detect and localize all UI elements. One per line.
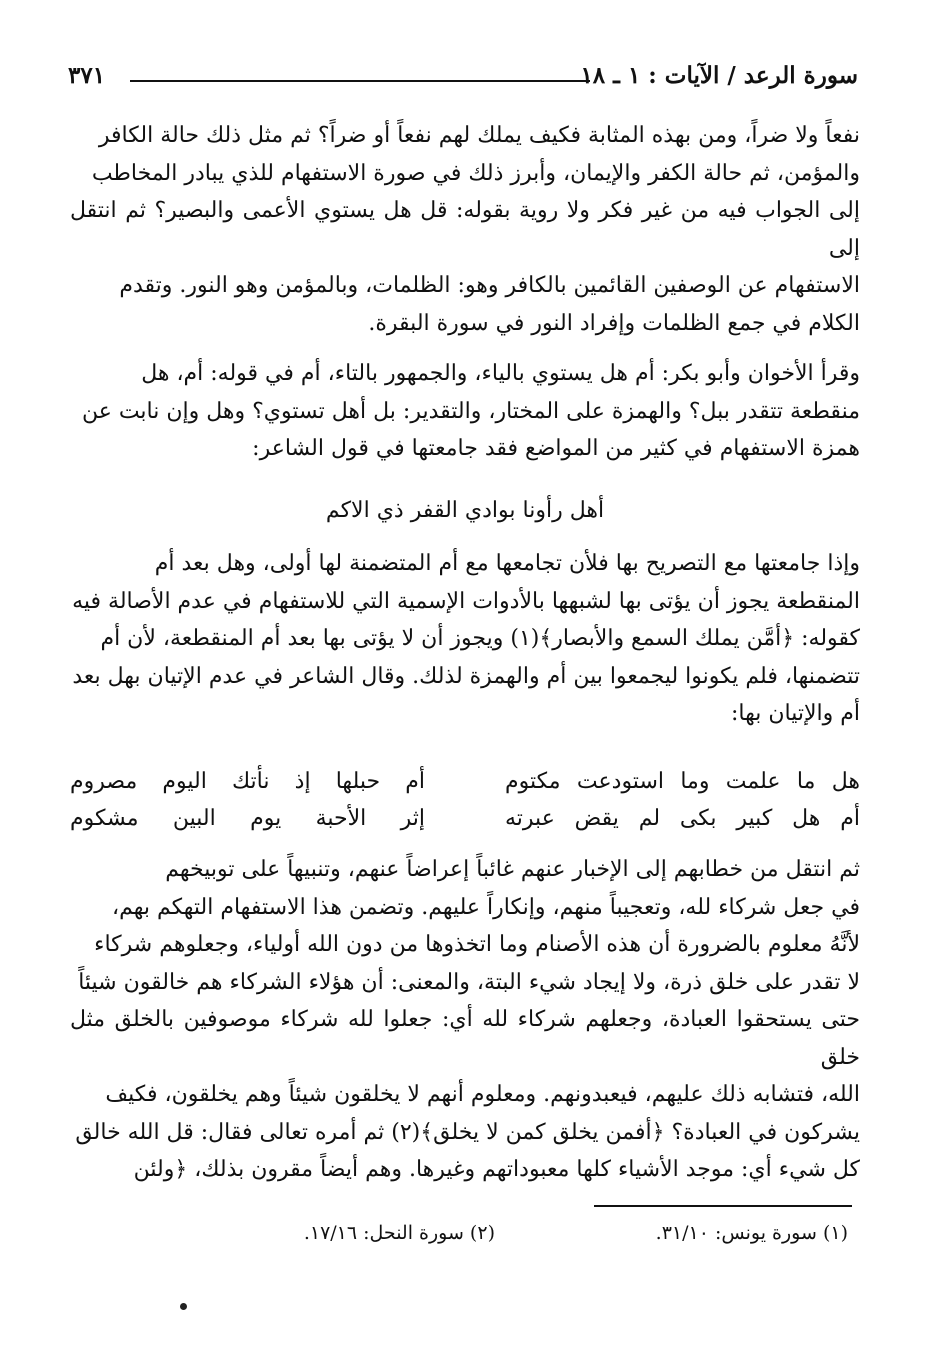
text-line: همزة الاستفهام في كثير من المواضع فقد جامعتها في قول الشاعر: — [252, 436, 860, 461]
footnote-2: (٢) سورة النحل: ١٧/١٦. — [303, 1222, 495, 1244]
verse-second-hemistich: أم حبلها إذ نأتك اليوم مصروم — [70, 769, 425, 794]
paragraph-2 — [70, 355, 860, 468]
ink-speck — [180, 1303, 187, 1310]
text-line: لا تقدر على خلق ذرة، ولا إيجاد شيء البتة، والمعنى: أن هؤلاء الشركاء هم خالقون شيئاً — [78, 969, 860, 995]
verse-second-hemistich: إثر الأحبة يوم البين مشكوم — [70, 806, 425, 831]
text-line: حتى يستحقوا العبادة، وجعلهم شركاء لله أي: جعلوا لله شركاء موصوفين بالخلق مثل خلق — [70, 1007, 860, 1070]
text-line: إلى الجواب فيه من غير فكر ولا روية بقوله: قل هل يستوي الأعمى والبصير؟ ثم انتقل إلى — [70, 198, 860, 261]
text-line: أم والإتيان بها: — [730, 701, 860, 726]
paragraph-3 — [70, 545, 860, 733]
text-line: وقرأ الأخوان وأبو بكر: أم هل يستوي بالياء، والجمهور بالتاء، أم في قوله: أم، هل — [141, 361, 860, 386]
text-line: الكلام في جمع الظلمات وإفراد النور في سورة البقرة. — [368, 310, 860, 336]
verse-line: أهل رأونا بوادي القفر ذي الاكم — [325, 498, 605, 523]
text-line: منقطعة تتقدر ببل؟ والهمزة على المختار، والتقدير: بل أهل تستوي؟ وهل وإن نابت عن — [81, 398, 860, 424]
verse-first-hemistich: أم هل كبير بكى لم يقض عبرته — [505, 806, 860, 831]
header-rule — [130, 80, 590, 82]
footnote-1: (١) سورة يونس: ٣١/١٠. — [655, 1222, 848, 1244]
verse-first-hemistich: هل ما علمت وما استودعت مكتوم — [505, 769, 860, 794]
text-line: كل شيء أي: موجد الأشياء كلها معبوداتهم وغيرها. وهم أيضاً مقرون بذلك، ﴿ولئن — [133, 1157, 860, 1182]
running-title: سورة الرعد / الآيات : ١ ـ ١٨ — [580, 62, 858, 89]
text-line: والمؤمن، ثم حالة الكفر والإيمان، وأبرز ذلك في صورة الاستفهام للذي يبادر المخاطب — [91, 160, 860, 186]
text-line: تتضمنها، فلم يكونوا ليجمعوا بين أم والهمزة لذلك. وقال الشاعر في عدم الإتيان بهل بعد — [72, 663, 860, 689]
text-line: وإذا جامعتها مع التصريح بها فلأن تجامعها مع أم المتضمنة لها أولى، وهل بعد أم — [154, 551, 860, 576]
text-line: الله، فتشابه ذلك عليهم، فيعبدونهم. ومعلوم أنهم لا يخلقون شيئاً وهم يخلقون، فكيف — [105, 1082, 860, 1107]
footnote-rule — [594, 1205, 852, 1207]
poem — [70, 763, 860, 837]
paragraph-1 — [70, 117, 860, 342]
verse-single — [70, 492, 860, 530]
text-line: نفعاً ولا ضراً، ومن بهذه المثابة فكيف يملك لهم نفعاً أو ضراً؟ ثم مثل ذلك حالة الكافر — [98, 123, 860, 148]
page-number: ٣٧١ — [68, 62, 106, 89]
paragraph-4 — [70, 851, 860, 1189]
text-line: في جعل شركاء لله، وتعجيباً منهم، وإنكاراً عليهم. وتضمن هذا الاستفهام التهكم بهم، — [111, 894, 860, 920]
poem-verse — [70, 800, 860, 837]
text-line: لأنَّهُ معلوم بالضرورة أن هذه الأصنام وما اتخذوها من دون الله أولياء، وجعلوهم شركاء — [94, 932, 860, 957]
text-line: الاستفهام عن الوصفين القائمين بالكافر وهو: الظلمات، وبالمؤمن وهو النور. وتقدم — [119, 273, 860, 298]
text-line: يشركون في العبادة؟ ﴿أفمن يخلق كمن لا يخلق﴾(٢) ثم أمره تعالى فقال: قل الله خالق — [75, 1119, 860, 1145]
text-line: المنقطعة يجوز أن يؤتى بها لشبهها بالأدوات الإسمية التي للاستفهام في عدم الأصالة فيه — [72, 588, 860, 614]
poem-verse — [70, 763, 860, 800]
page-header — [68, 62, 858, 96]
text-line: كقوله: ﴿أمَّن يملك السمع والأبصار﴾(١) ويجوز أن لا يؤتى بها بعد أم المنقطعة، لأن أم — [100, 626, 860, 651]
text-line: ثم انتقل من خطابهم إلى الإخبار عنهم غائباً إعراضاً عنهم، وتنبيهاً على توبيخهم — [165, 857, 860, 882]
